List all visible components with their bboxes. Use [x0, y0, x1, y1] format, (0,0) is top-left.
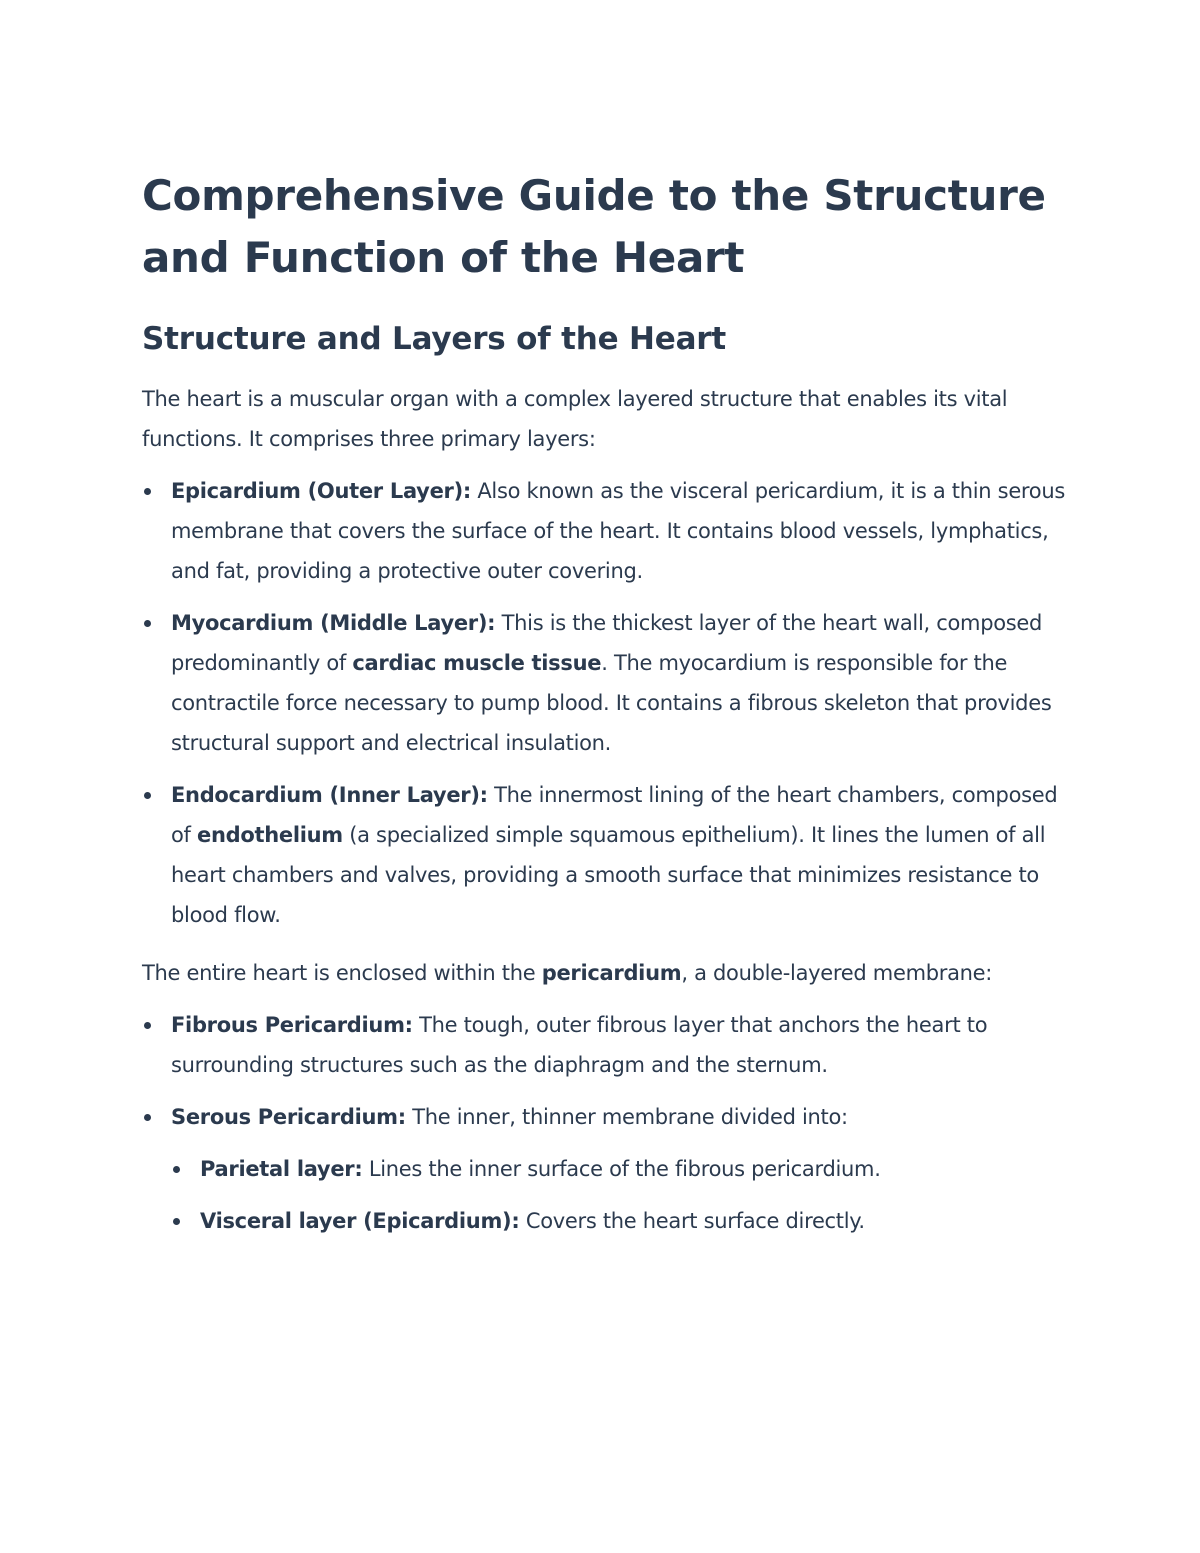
desc-visceral-layer: Covers the heart surface directly. — [519, 1209, 865, 1233]
emphasis-cardiac-muscle: cardiac muscle tissue — [352, 651, 602, 675]
list-item-fibrous-pericardium — [142, 1005, 1072, 1085]
intro-paragraph: The heart is a muscular organ with a complex layered structure that enables its vital functions. It comprises three primary layers: — [142, 387, 1008, 451]
term-visceral-layer: Visceral layer (Epicardium): — [200, 1209, 520, 1233]
bullet-icon — [144, 488, 151, 495]
list-item-visceral-layer — [171, 1201, 1072, 1241]
page-title: Comprehensive Guide to the Structure and Function of the Heart — [142, 171, 1046, 282]
section-heading: Structure and Layers of the Heart — [142, 321, 727, 357]
pericardium-paragraph — [142, 953, 1072, 993]
term-myocardium: Myocardium (Middle Layer): — [171, 611, 496, 635]
term-endocardium: Endocardium (Inner Layer): — [171, 783, 488, 807]
pericardium-intro-a: The entire heart is enclosed within the — [142, 961, 542, 985]
emphasis-endothelium: endothelium — [197, 823, 343, 847]
serous-sublayers-list — [171, 1149, 1072, 1241]
list-item-myocardium — [142, 603, 1072, 763]
pericardium-layers-list — [142, 1005, 1072, 1241]
desc-serous-pericardium: The inner, thinner membrane divided into: — [405, 1105, 848, 1129]
desc-endocardium-a: The innermost lining of the heart chambers, composed of — [171, 783, 1058, 847]
desc-epicardium: Also known as the visceral pericardium, it is a thin serous membrane that covers the surface of the heart. It contains blood vessels, lymphatics, and fat, providing a protective outer covering. — [171, 479, 1066, 583]
pericardium-intro-b: , a double-layered membrane: — [681, 961, 993, 985]
bullet-icon — [144, 620, 151, 627]
emphasis-pericardium: pericardium — [541, 961, 682, 985]
bullet-icon — [173, 1166, 180, 1173]
desc-fibrous-pericardium: The tough, outer fibrous layer that anchors the heart to surrounding structures such as the diaphragm and the sternum. — [171, 1013, 988, 1077]
bullet-icon — [144, 792, 151, 799]
list-item-parietal-layer — [171, 1149, 1072, 1189]
desc-parietal-layer: Lines the inner surface of the fibrous pericardium. — [362, 1157, 881, 1181]
heart-layers-list — [142, 471, 1072, 935]
list-item-epicardium — [142, 471, 1072, 591]
term-serous-pericardium: Serous Pericardium: — [171, 1105, 406, 1129]
bullet-icon — [144, 1114, 151, 1121]
list-item-endocardium — [142, 775, 1072, 935]
list-item-serous-pericardium — [142, 1097, 1072, 1241]
bullet-icon — [173, 1218, 180, 1225]
term-epicardium: Epicardium (Outer Layer): — [171, 479, 471, 503]
document-page — [142, 165, 1072, 1241]
term-parietal-layer: Parietal layer: — [200, 1157, 363, 1181]
bullet-icon — [144, 1022, 151, 1029]
term-fibrous-pericardium: Fibrous Pericardium: — [171, 1013, 413, 1037]
desc-myocardium-b: . The myocardium is responsible for the contractile force necessary to pump blood. It contains a fibrous skeleton that provides structural support and electrical insulation. — [171, 651, 1052, 755]
desc-endocardium-b: (a specialized simple squamous epithelium). It lines the lumen of all heart chambers and valves, providing a smooth surface that minimizes resistance to blood flow. — [171, 823, 1046, 927]
desc-myocardium-a: This is the thickest layer of the heart wall, composed predominantly of — [171, 611, 1043, 675]
